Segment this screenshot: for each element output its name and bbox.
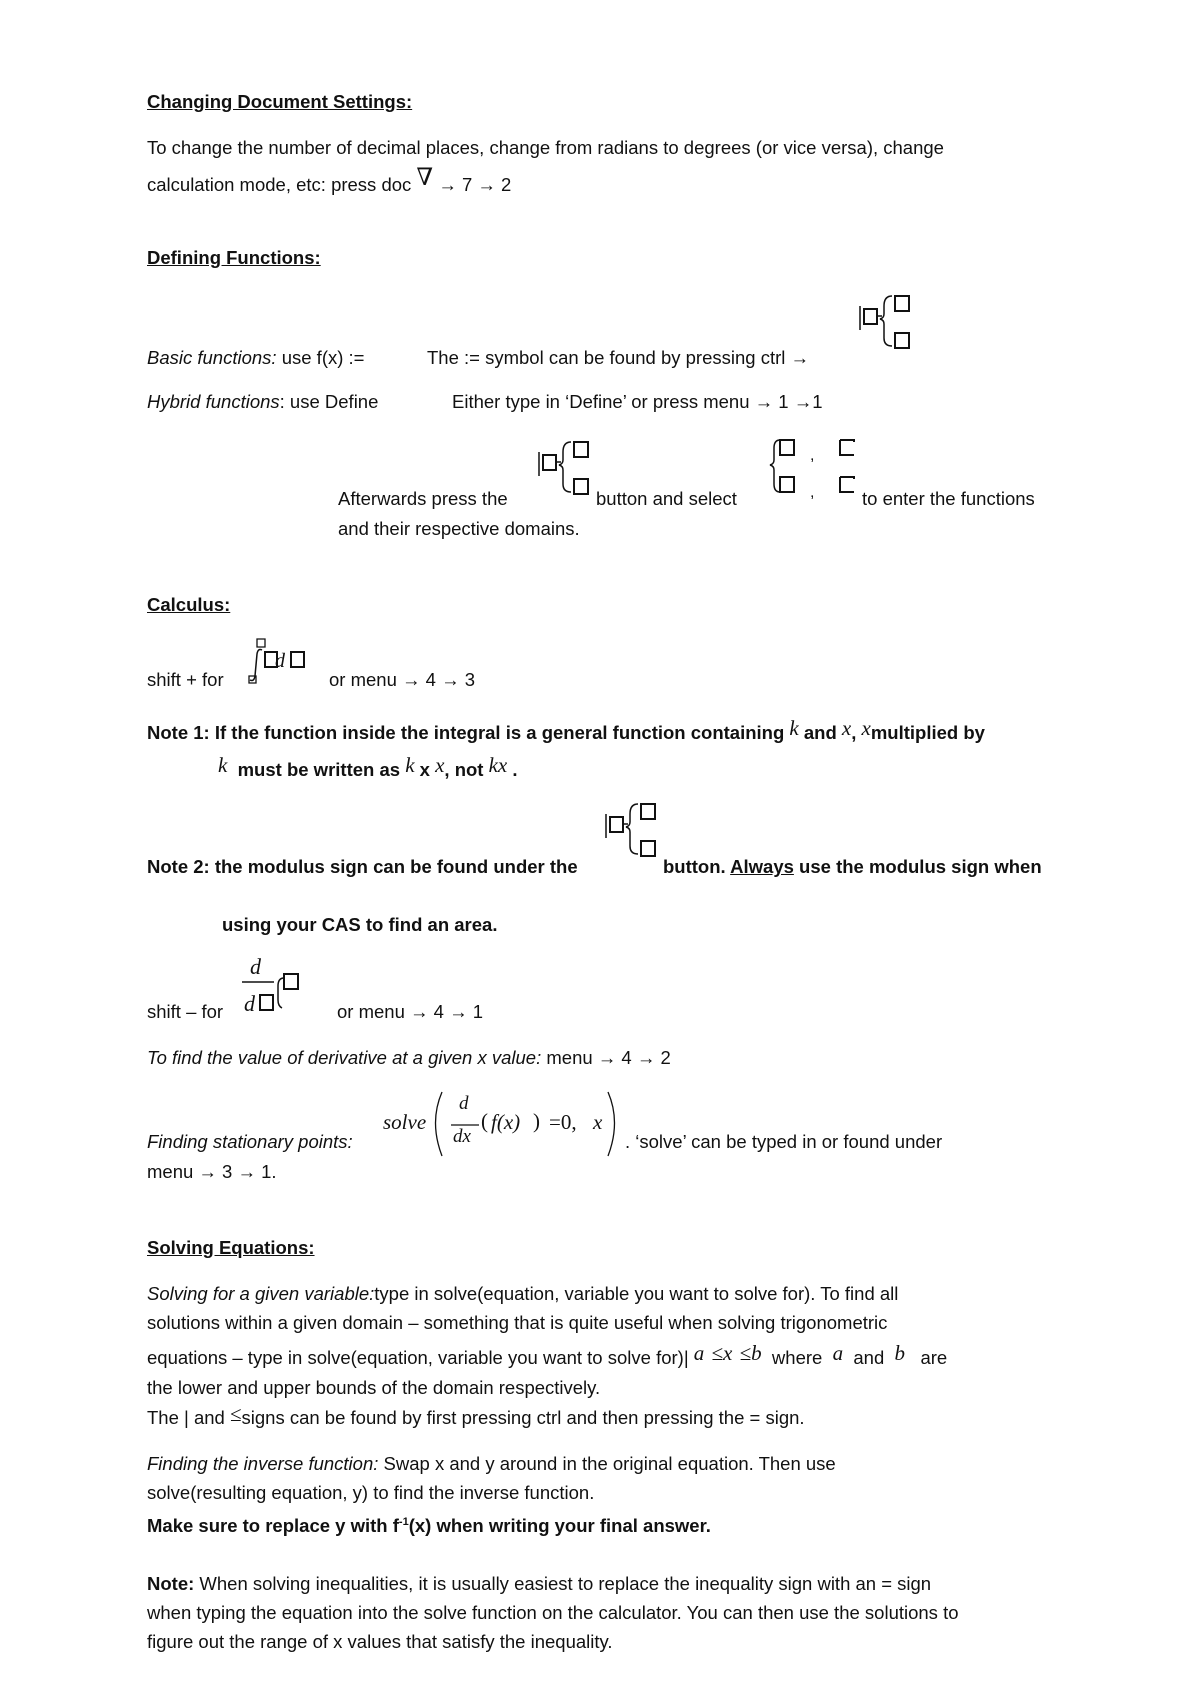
inverse-line xyxy=(147,1452,836,1476)
var-x: x xyxy=(841,716,852,740)
piecewise-template-icon xyxy=(770,436,870,502)
template-palette-icon xyxy=(604,800,664,864)
note2-button-word: button. xyxy=(663,856,726,877)
deriv-d-bottom: d xyxy=(244,991,255,1016)
formula-d: d xyxy=(459,1093,469,1114)
calculus-heading: Calculus: xyxy=(147,594,231,615)
note1-text-a: Note 1: If the function inside the integral is a general function containing xyxy=(147,722,785,743)
doc-settings-line1: To change the number of decimal places, change from radians to degrees (or vice versa), change xyxy=(147,137,944,158)
afterwards-mid: button and select xyxy=(596,488,737,509)
given-var-where: where xyxy=(771,1347,823,1368)
equations-heading: Solving Equations: xyxy=(147,1237,315,1258)
functions-heading: Defining Functions: xyxy=(147,247,321,268)
note1-multiplied: multiplied by xyxy=(870,722,985,743)
given-var-are: are xyxy=(920,1347,948,1368)
afterwards-post: to enter the functions xyxy=(862,488,1035,509)
note2-line2: using your CAS to find an area. xyxy=(222,914,498,935)
var-b: b xyxy=(894,1341,906,1365)
svg-text:d: d xyxy=(275,650,285,672)
derivative-value-text: menu → 4 → 2 xyxy=(546,1047,671,1068)
inverse-bold-pre: Make sure to replace y with f xyxy=(147,1515,399,1537)
basic-functions-text: use f(x) := xyxy=(281,347,365,368)
inverse-label: Finding the inverse function: xyxy=(147,1453,379,1474)
domain-inequality: a ≤x ≤b xyxy=(693,1341,762,1365)
note1-line2 xyxy=(218,753,518,782)
given-var-line3 xyxy=(147,1341,948,1370)
note1-text-b: must be written as xyxy=(237,759,401,780)
piecewise-comma-2: , xyxy=(810,484,815,501)
note-line3: figure out the range of x values that satisfy the inequality. xyxy=(147,1631,613,1652)
note1-times: x xyxy=(419,759,430,780)
deriv-d-top: d xyxy=(250,954,261,979)
note2-always: Always xyxy=(730,856,794,877)
stationary-points-formula xyxy=(383,1088,623,1168)
template-palette-icon xyxy=(537,438,597,502)
doc-settings-line2-post: → 7 → 2 xyxy=(438,174,512,195)
formula-dx: dx xyxy=(453,1126,471,1147)
basic-functions-hint: The := symbol can be found by pressing ctrl → xyxy=(427,347,810,368)
stationary-line2: menu → 3 → 1. xyxy=(147,1161,277,1182)
basic-functions-line xyxy=(147,346,364,370)
var-kx: kx xyxy=(488,753,508,777)
note2-line1-a: Note 2: the modulus sign can be found under the xyxy=(147,856,578,877)
integral-post: or menu → 4 → 3 xyxy=(329,669,476,690)
inverse-text: Swap x and y around in the original equation. Then use xyxy=(383,1453,836,1474)
formula-x: x xyxy=(593,1110,603,1134)
var-x: x xyxy=(861,716,871,740)
nabla-icon: ∇ xyxy=(416,165,434,191)
hybrid-functions-text: : use Define xyxy=(279,391,379,412)
note2-line1-b xyxy=(663,855,1042,879)
inverse-line2: solve(resulting equation, y) to find the inverse function. xyxy=(147,1482,595,1503)
var-k: k xyxy=(405,753,415,777)
derivative-value-label: To find the value of derivative at a given x value: xyxy=(147,1047,542,1068)
hybrid-functions-line xyxy=(147,390,378,414)
note1-not: , not xyxy=(444,759,484,780)
formula-paren-open: ( xyxy=(481,1109,488,1133)
doc-settings-line2-pre: calculation mode, etc: press doc xyxy=(147,174,412,195)
hybrid-functions-hint: Either type in ‘Define’ or press menu → 1 →1 xyxy=(452,391,823,412)
note-line xyxy=(147,1572,931,1596)
inverse-sup: -1 xyxy=(398,1516,409,1528)
given-var-line5-pre: The | and xyxy=(147,1407,225,1428)
given-var-line2: solutions within a given domain – something that is quite useful when solving trigonometric xyxy=(147,1312,888,1333)
inverse-bold-post: (x) when writing your final answer. xyxy=(408,1515,711,1537)
given-var-line3-pre: equations – type in solve(equation, variable you want to solve for)| xyxy=(147,1347,689,1368)
given-var-line4: the lower and upper bounds of the domain respectively. xyxy=(147,1377,601,1398)
given-var-and: and xyxy=(853,1347,885,1368)
derivative-value-line xyxy=(147,1046,671,1070)
inverse-bold-line xyxy=(147,1510,711,1538)
given-var-line5-post: signs can be found by first pressing ctrl and then pressing the = sign. xyxy=(241,1407,805,1428)
given-var-text: type in solve(equation, variable you want to solve for). To find all xyxy=(374,1283,899,1304)
note2-text-c: use the modulus sign when xyxy=(799,856,1042,877)
note1-comma: , xyxy=(851,722,857,743)
integral-template-icon xyxy=(246,638,316,686)
afterwards-line2: and their respective domains. xyxy=(338,518,580,539)
given-var-label: Solving for a given variable: xyxy=(147,1283,375,1304)
note1-line1 xyxy=(147,716,985,745)
note-label: Note: xyxy=(147,1573,195,1594)
basic-functions-label: Basic functions: xyxy=(147,347,277,368)
formula-fx: f(x) xyxy=(491,1110,521,1134)
var-k: k xyxy=(789,716,799,740)
stationary-text: . ‘solve’ can be typed in or found under xyxy=(625,1131,943,1152)
note1-and: and xyxy=(803,722,837,743)
doc-settings-line2 xyxy=(147,165,512,197)
var-x: x xyxy=(435,753,445,777)
formula-eq: =0, xyxy=(549,1110,577,1134)
given-var-line5 xyxy=(147,1402,805,1430)
integral-pre: shift + for xyxy=(147,669,224,690)
doc-settings-heading: Changing Document Settings: xyxy=(147,91,413,112)
piecewise-comma-1: , xyxy=(810,447,815,464)
note1-end: . xyxy=(512,759,518,780)
stationary-label: Finding stationary points: xyxy=(147,1131,353,1152)
template-palette-icon xyxy=(858,292,918,356)
leq-symbol: ≤ xyxy=(229,1402,242,1426)
formula-solve: solve xyxy=(383,1110,427,1134)
note-line2: when typing the equation into the solve function on the calculator. You can then use the solutions to xyxy=(147,1602,959,1623)
afterwards-pre: Afterwards press the xyxy=(338,488,508,509)
formula-paren-close: ) xyxy=(533,1109,540,1133)
hybrid-functions-label: Hybrid functions xyxy=(147,391,280,412)
derivative-pre: shift – for xyxy=(147,1001,224,1022)
derivative-post: or menu → 4 → 1 xyxy=(337,1001,484,1022)
var-a: a xyxy=(832,1341,844,1365)
note-text: When solving inequalities, it is usually easiest to replace the inequality sign with an = sign xyxy=(199,1573,932,1594)
given-var-line xyxy=(147,1282,898,1306)
var-k: k xyxy=(218,753,228,777)
